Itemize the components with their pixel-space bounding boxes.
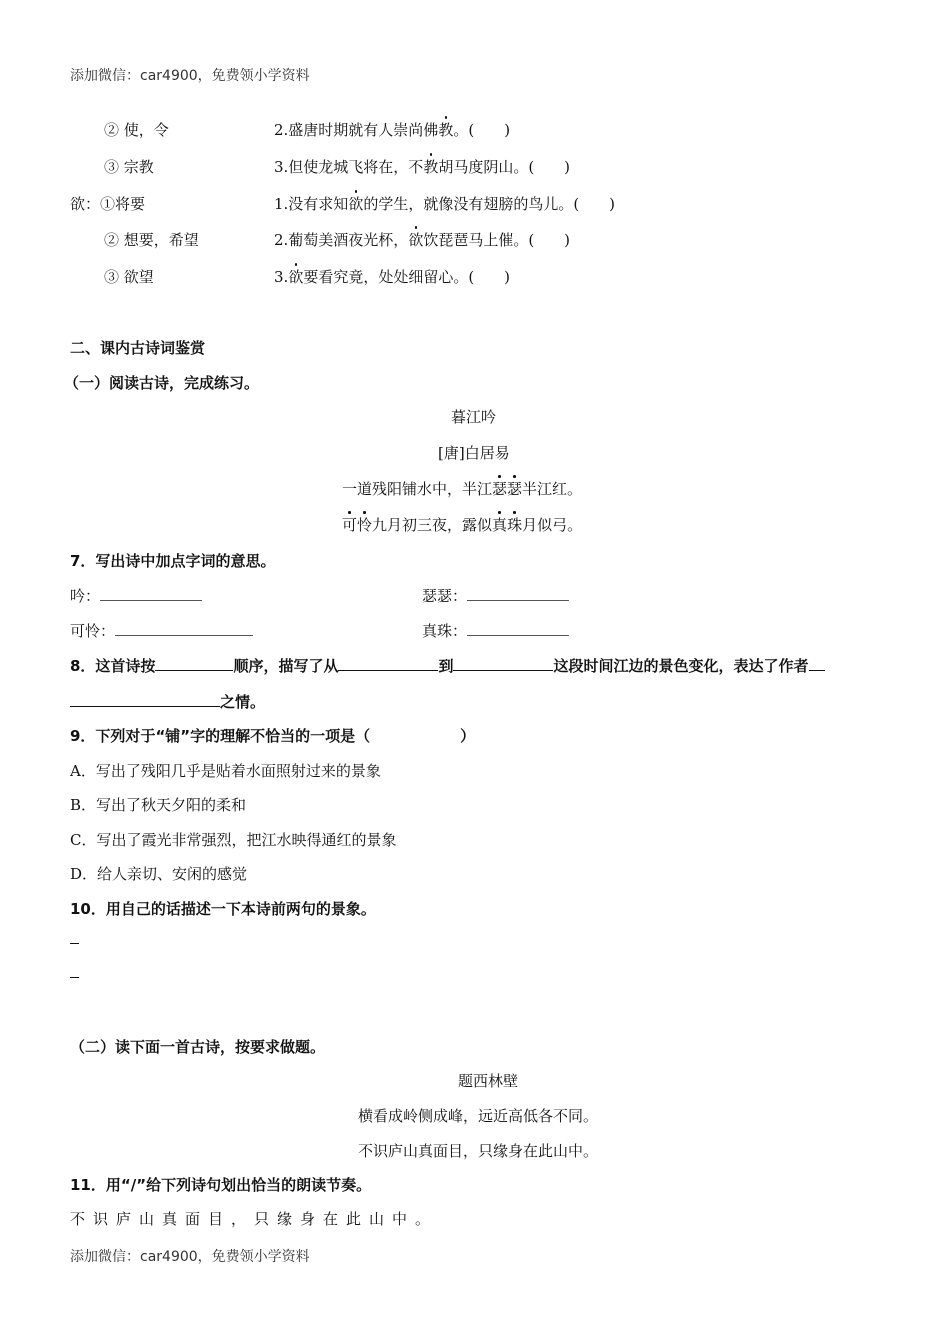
jiao-meaning-3: ③ 宗教 [104,158,154,176]
q9-option-b[interactable]: B．写出了秋天夕阳的柔和 [70,796,247,814]
q7-item-zhenzhu: 真珠： [422,621,569,641]
q10-answer-line-2[interactable] [70,976,79,978]
yu-meaning-1: 欲：①将要 [70,195,146,213]
poem1-title: 暮江吟 [451,408,497,426]
answer-blank[interactable] [453,656,553,671]
answer-blank[interactable] [467,621,569,636]
q7-stem: 7．写出诗中加点字词的意思。 [70,552,276,570]
answer-blank[interactable] [115,621,253,636]
q8-line-2: 之情。 [70,692,265,712]
q9-stem: 9．下列对于“铺”字的理解不恰当的一项是（ ） [70,727,476,745]
part2-heading: （二）读下面一首古诗，按要求做题。 [70,1038,326,1056]
poem1-author: [唐]白居易 [438,444,510,462]
q7-item-kelian: 可怜： [70,621,253,641]
answer-blank[interactable] [100,586,202,601]
footer-watermark: 添加微信：car4900，免费领小学资料 [70,1249,310,1265]
yu-sentence-3: 3.欲要看究竟，处处细留心。( ) [274,268,511,286]
jiao-sentence-2: 2.盛唐时期就有人崇尚佛教。( ) [274,121,511,139]
q11-poem-line[interactable]: 不识庐山真面目，只缘身在此山中。 [70,1210,439,1228]
q11-stem: 11．用“/”给下列诗句划出恰当的朗读节奏。 [70,1176,372,1194]
answer-blank[interactable] [338,656,438,671]
q9-option-a[interactable]: A．写出了残阳几乎是贴着水面照射过来的景象 [70,762,381,780]
q7-item-yin: 吟： [70,586,202,606]
q9-option-c[interactable]: C．写出了霞光非常强烈，把江水映得通红的景象 [70,831,397,849]
section-title: 二、课内古诗词鉴赏 [70,339,206,357]
jiao-sentence-3: 3.但使龙城飞将在，不教胡马度阴山。( ) [274,158,571,176]
part1-heading: （一）阅读古诗，完成练习。 [64,374,260,392]
poem2-line-1: 横看成岭侧成峰，远近高低各不同。 [358,1107,599,1125]
yu-meaning-2: ② 想要，希望 [104,231,199,249]
answer-blank[interactable] [70,692,220,707]
header-watermark: 添加微信：car4900，免费领小学资料 [70,68,310,84]
yu-sentence-2: 2.葡萄美酒夜光杯，欲饮琵琶马上催。( ) [274,231,571,249]
q7-item-sese: 瑟瑟： [422,586,569,606]
answer-blank[interactable] [155,656,233,671]
q8-line-1: 8．这首诗按 顺序，描写了从 到 这段时间江边的景色变化，表达了作者 [70,656,825,676]
q9-option-d[interactable]: D．给人亲切、安闲的感觉 [70,865,248,883]
q10-answer-line-1[interactable] [70,942,79,944]
answer-blank[interactable] [467,586,569,601]
poem1-line-1: 一道残阳铺水中，半江瑟瑟半江红。 [342,480,583,498]
poem2-line-2: 不识庐山真面目，只缘身在此山中。 [358,1142,599,1160]
poem1-line-2: 可怜九月初三夜，露似真珠月似弓。 [342,516,583,534]
yu-sentence-1: 1.没有求知欲的学生，就像没有翅膀的鸟儿。( ) [274,195,616,213]
answer-blank[interactable] [809,656,825,671]
jiao-meaning-2: ② 使，令 [104,121,169,139]
poem2-title: 题西林壁 [458,1072,519,1090]
yu-meaning-3: ③ 欲望 [104,268,154,286]
q10-stem: 10．用自己的话描述一下本诗前两句的景象。 [70,900,376,918]
